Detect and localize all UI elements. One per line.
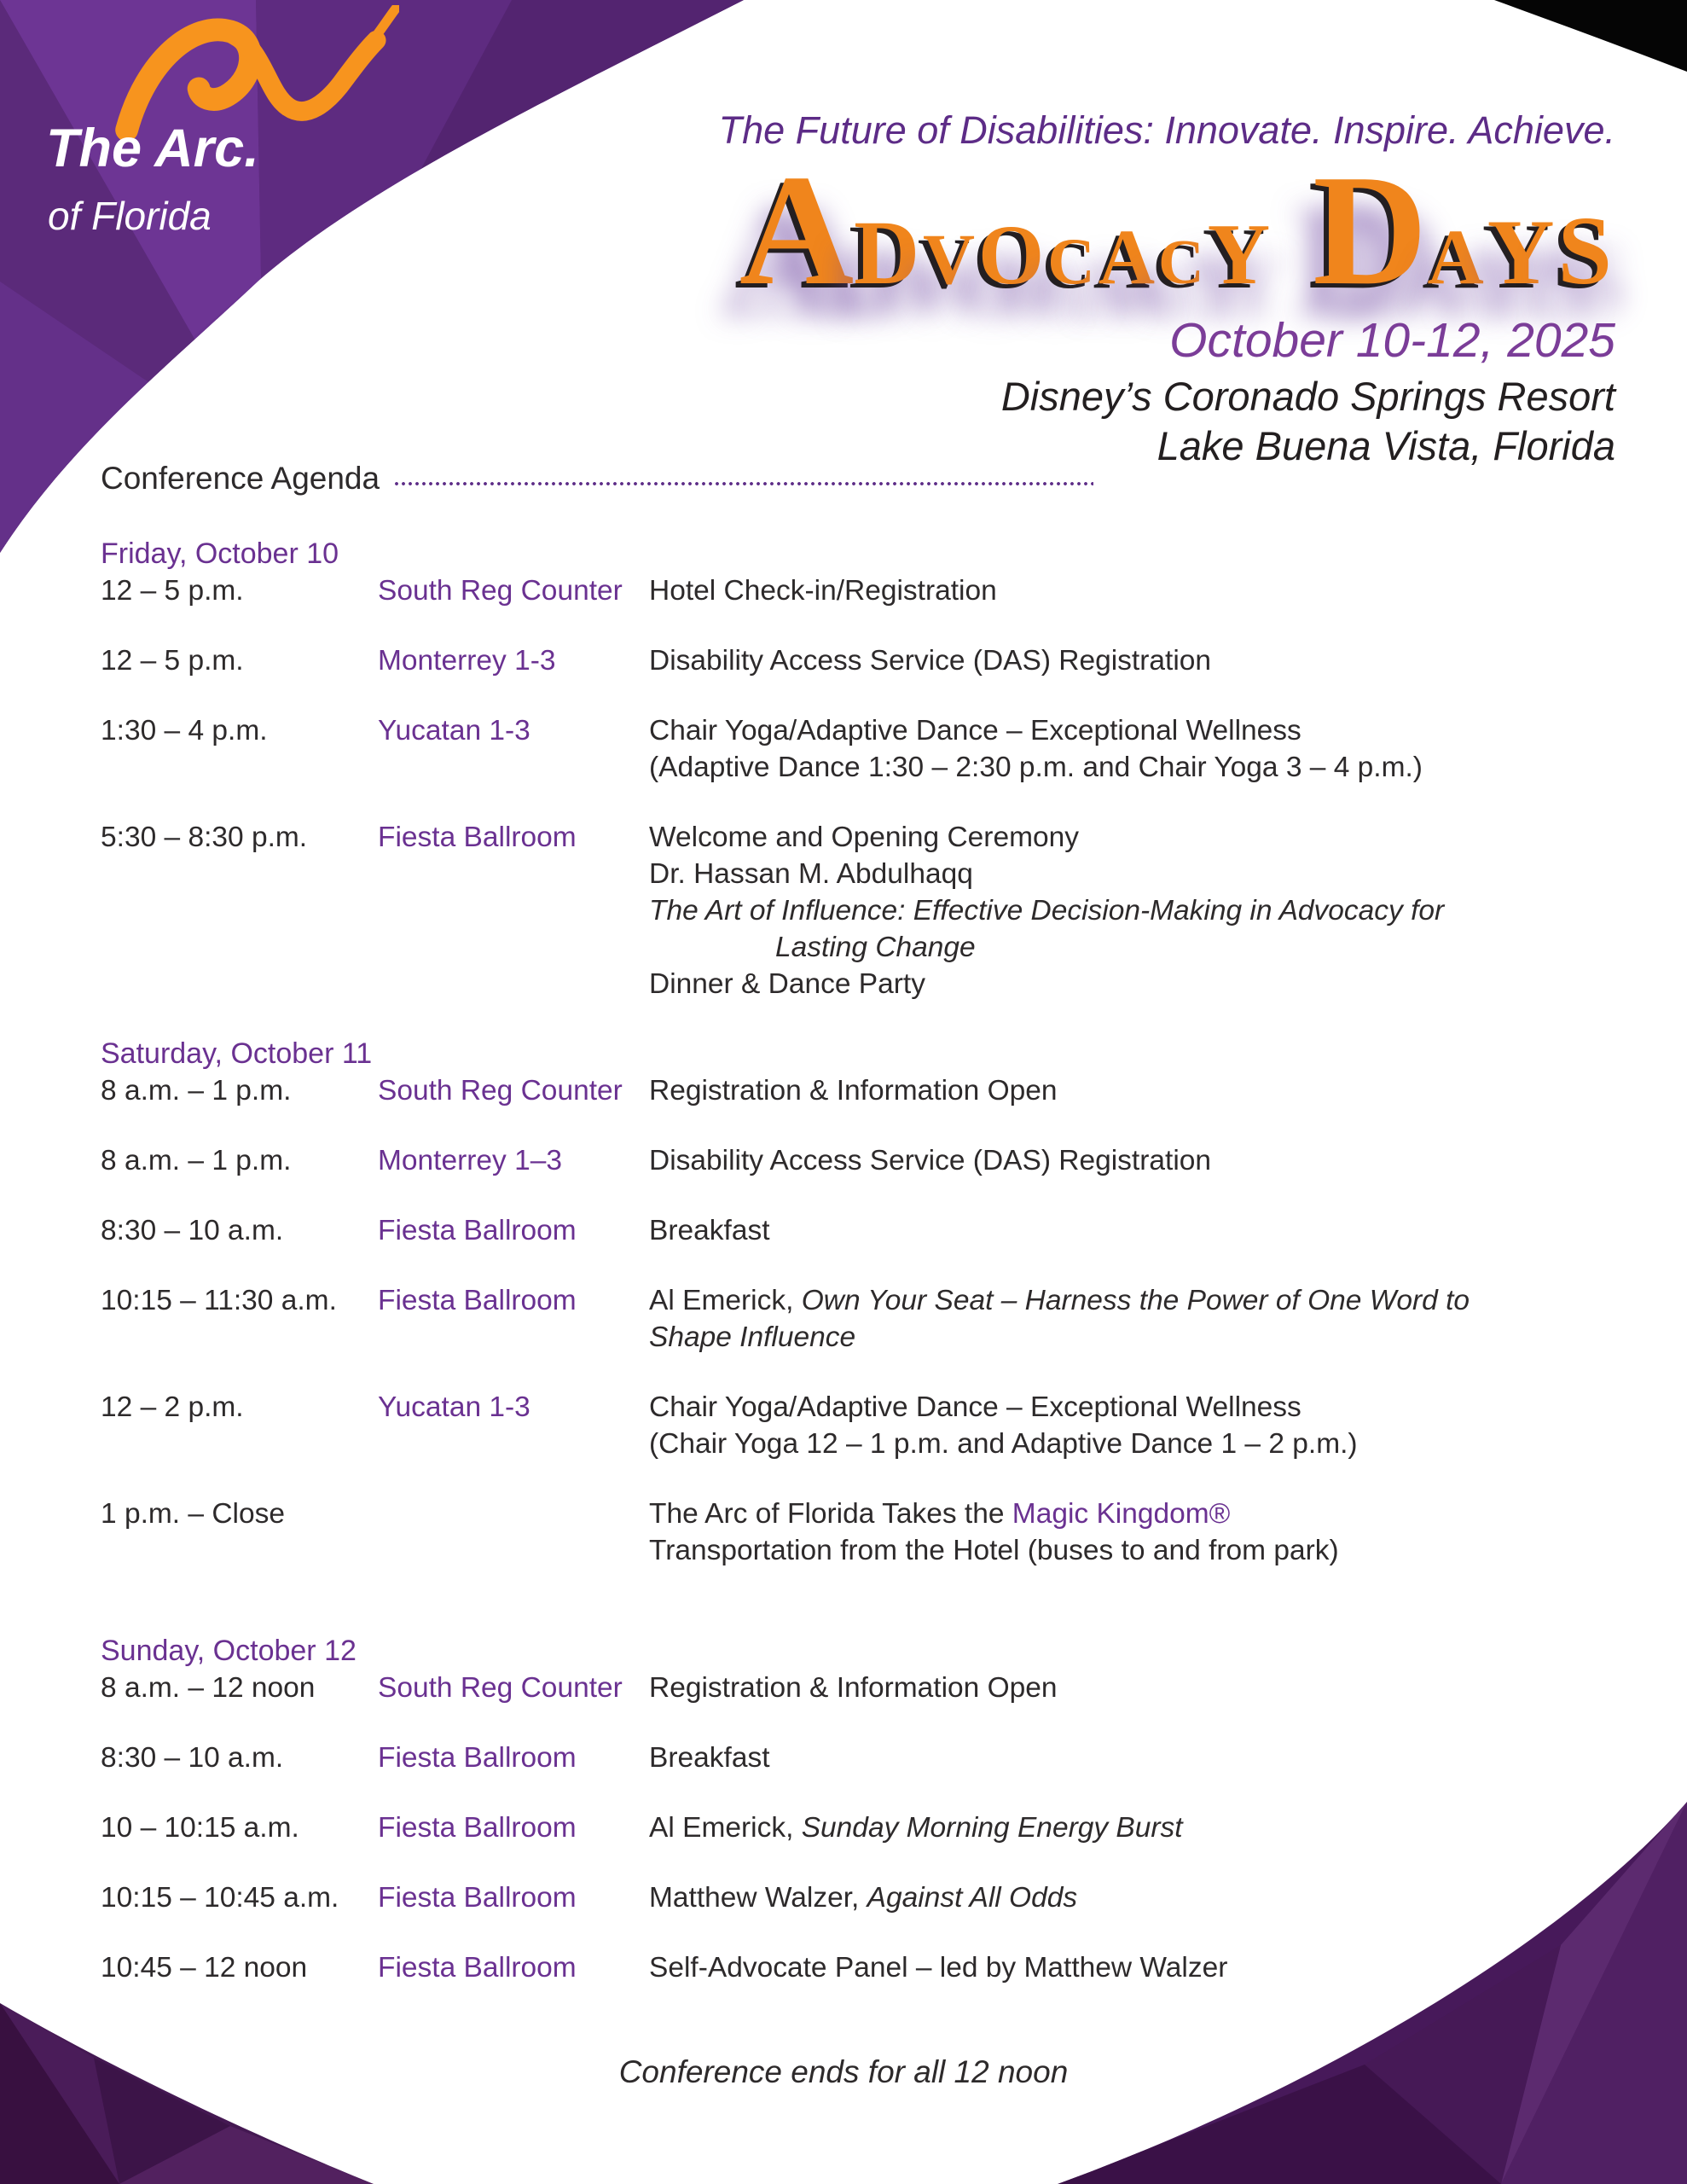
arc-of-florida-logo <box>0 0 478 273</box>
row-description: Self-Advocate Panel – led by Matthew Walzer <box>649 1952 1228 1984</box>
agenda-row <box>101 1949 1518 1986</box>
agenda-row <box>101 1740 1518 1776</box>
agenda-row <box>101 1879 1518 1916</box>
row-time: 12 – 5 p.m. <box>101 575 244 607</box>
row-time: 12 – 2 p.m. <box>101 1391 244 1423</box>
agenda-row <box>101 572 1518 609</box>
logo-period: . <box>244 119 259 178</box>
agenda-row <box>101 1072 1518 1109</box>
agenda-row <box>101 819 1518 1002</box>
row-time: 10:45 – 12 noon <box>101 1952 308 1984</box>
agenda-row <box>101 1496 1518 1569</box>
row-description: Al Emerick, Sunday Morning Energy Burst <box>649 1812 1183 1844</box>
row-location: Fiesta Ballroom <box>378 1285 577 1316</box>
row-time: 8:30 – 10 a.m. <box>101 1215 284 1246</box>
title-word-days: D AYS <box>1313 142 1615 318</box>
closing-note: Conference ends for all 12 noon <box>618 2054 1069 2089</box>
corner-top-right <box>1494 0 1687 72</box>
row-description: Registration & Information Open <box>649 1075 1058 1107</box>
agenda-row <box>101 1670 1518 1706</box>
event-venue <box>455 372 1615 471</box>
logo-subtitle: of Florida <box>48 194 212 238</box>
day-section-friday <box>101 536 1518 1002</box>
title-word-advocacy: A DVOCACY <box>739 142 1274 318</box>
row-description: Breakfast <box>649 1215 770 1246</box>
day-section-saturday <box>101 1036 1518 1569</box>
row-location: Yucatan 1-3 <box>378 1391 530 1423</box>
row-time: 8 a.m. – 1 p.m. <box>101 1075 292 1107</box>
agenda-row <box>101 712 1518 786</box>
row-description: The Arc of Florida Takes the Magic Kingdom® Transportation from the Hotel (buses to and from park) <box>649 1498 1339 1566</box>
row-location: Fiesta Ballroom <box>378 1812 577 1844</box>
row-location: South Reg Counter <box>378 1672 623 1704</box>
magic-kingdom-highlight: Magic Kingdom® <box>1012 1498 1231 1530</box>
row-time: 8:30 – 10 a.m. <box>101 1742 284 1774</box>
row-time: 8 a.m. – 12 noon <box>101 1672 316 1704</box>
row-description: Chair Yoga/Adaptive Dance – Exceptional Wellness (Chair Yoga 12 – 1 p.m. and Adaptive Dance 1 – 2 p.m.) <box>649 1391 1358 1460</box>
row-time: 12 – 5 p.m. <box>101 645 244 677</box>
event-title <box>455 142 1615 318</box>
row-location: Fiesta Ballroom <box>378 1215 577 1246</box>
dotted-leader <box>393 482 1093 485</box>
row-time: 5:30 – 8:30 p.m. <box>101 822 308 853</box>
conference-agenda <box>101 461 1518 2019</box>
day-header: Saturday, October 11 <box>101 1037 373 1070</box>
row-location: Monterrey 1-3 <box>378 645 556 677</box>
section-spacer <box>101 1602 1518 1633</box>
agenda-heading: Conference Agenda <box>101 461 380 496</box>
venue-line-1: Disney’s Coronado Springs Resort <box>1000 374 1615 420</box>
row-location: Fiesta Ballroom <box>378 822 577 853</box>
row-location: Yucatan 1-3 <box>378 715 530 746</box>
row-time: 10:15 – 10:45 a.m. <box>101 1882 339 1914</box>
row-time: 10:15 – 11:30 a.m. <box>101 1285 337 1316</box>
row-location: Monterrey 1–3 <box>378 1145 562 1176</box>
day-header: Friday, October 10 <box>101 537 339 570</box>
row-location: South Reg Counter <box>378 575 623 607</box>
logo-wordmark: The Arc. <box>46 119 259 178</box>
row-location: Fiesta Ballroom <box>378 1952 577 1984</box>
row-location <box>378 1496 649 1569</box>
row-description: Welcome and Opening Ceremony Dr. Hassan M. Abdulhaqq The Art of Influence: Effective Decision-Making in Advocacy for Lasting Change Dinner & Dance Party <box>649 822 1445 1000</box>
event-dates: October 10-12, 2025 <box>1169 312 1615 368</box>
row-description: Registration & Information Open <box>649 1672 1058 1704</box>
row-time: 8 a.m. – 1 p.m. <box>101 1145 292 1176</box>
agenda-heading-row <box>101 461 1093 497</box>
row-time: 1:30 – 4 p.m. <box>101 715 268 746</box>
row-location: South Reg Counter <box>378 1075 623 1107</box>
row-time: 1 p.m. – Close <box>101 1498 285 1530</box>
row-location: Fiesta Ballroom <box>378 1742 577 1774</box>
agenda-row <box>101 1212 1518 1249</box>
row-description: Chair Yoga/Adaptive Dance – Exceptional Wellness (Adaptive Dance 1:30 – 2:30 p.m. and Chair Yoga 3 – 4 p.m.) <box>649 715 1423 783</box>
row-description: Hotel Check-in/Registration <box>649 575 997 607</box>
row-description: Al Emerick, Own Your Seat – Harness the Power of One Word to Shape Influence <box>649 1285 1470 1353</box>
day-section-sunday <box>101 1633 1518 1986</box>
agenda-row <box>101 1389 1518 1462</box>
venue-line-2: Lake Buena Vista, Florida <box>1157 423 1615 469</box>
row-time: 10 – 10:15 a.m. <box>101 1812 299 1844</box>
agenda-row <box>101 1809 1518 1846</box>
row-location: Fiesta Ballroom <box>378 1882 577 1914</box>
row-description: Disability Access Service (DAS) Registration <box>649 1145 1212 1176</box>
row-description: Breakfast <box>649 1742 770 1774</box>
agenda-row <box>101 642 1518 679</box>
day-header: Sunday, October 12 <box>101 1635 357 1667</box>
event-header <box>455 107 1615 471</box>
row-description: Matthew Walzer, Against All Odds <box>649 1882 1078 1914</box>
event-tagline: The Future of Disabilities: Innovate. Inspire. Achieve. <box>718 108 1615 152</box>
agenda-row <box>101 1282 1518 1356</box>
corner-bottom-left <box>0 1996 384 2184</box>
row-description: Disability Access Service (DAS) Registration <box>649 645 1212 677</box>
agenda-row <box>101 1142 1518 1179</box>
